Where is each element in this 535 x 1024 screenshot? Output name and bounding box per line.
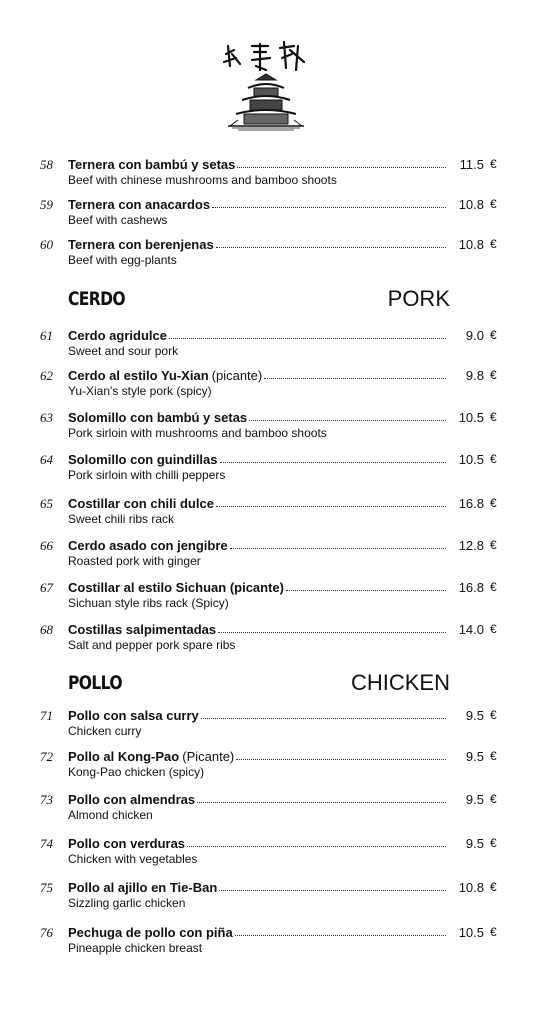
currency-symbol: € [490, 538, 497, 552]
item-note: (picante) [211, 368, 263, 383]
restaurant-pagoda-logo [218, 40, 314, 132]
item-price: 10.5 [458, 410, 484, 425]
menu-item [40, 580, 500, 618]
currency-symbol: € [490, 708, 497, 722]
section-heading-chicken [68, 672, 452, 698]
menu-item [40, 708, 500, 746]
item-number: 71 [40, 708, 53, 723]
item-name: Pollo al Kong-Pao [68, 749, 180, 764]
item-name: Solomillo con guindillas [68, 452, 218, 467]
menu-item [40, 836, 500, 874]
item-name: Cerdo al estilo Yu-Xian [68, 368, 209, 383]
item-price: 9.5 [465, 836, 484, 851]
currency-symbol: € [490, 197, 497, 211]
menu-item [40, 749, 500, 787]
menu-item [40, 925, 500, 963]
item-name: Ternera con berenjenas [68, 237, 214, 252]
currency-symbol: € [490, 925, 497, 939]
item-number: 58 [40, 157, 53, 172]
item-price: 10.8 [458, 197, 484, 212]
leader-dots [235, 925, 446, 936]
currency-symbol: € [490, 496, 497, 510]
item-name: Pollo con almendras [68, 792, 196, 807]
item-name: Pollo con verduras [68, 836, 186, 851]
item-description: Chicken curry [68, 724, 142, 738]
menu-item [40, 237, 500, 275]
section-title-es: POLLO [68, 672, 122, 694]
currency-symbol: € [490, 792, 497, 806]
item-price: 10.5 [458, 452, 484, 467]
item-price: 16.8 [458, 496, 484, 511]
item-number: 66 [40, 538, 53, 553]
currency-symbol: € [490, 157, 497, 171]
currency-symbol: € [490, 237, 497, 251]
item-name: Ternera con bambú y setas [68, 157, 236, 172]
leader-dots [197, 792, 446, 803]
item-description: Beef with egg-plants [68, 253, 177, 267]
item-description: Almond chicken [68, 808, 153, 822]
item-name: Costillas salpimentadas [68, 622, 217, 637]
item-description: Roasted pork with ginger [68, 554, 201, 568]
leader-dots [218, 622, 446, 633]
leader-dots [187, 836, 446, 847]
menu-item [40, 157, 500, 195]
item-number: 64 [40, 452, 53, 467]
item-price: 10.5 [458, 925, 484, 940]
section-title-en: PORK [387, 286, 450, 311]
leader-dots [264, 368, 446, 379]
item-description: Pineapple chicken breast [68, 941, 203, 955]
menu-item [40, 368, 500, 406]
menu-item [40, 792, 500, 830]
item-number: 75 [40, 880, 53, 895]
item-number: 76 [40, 925, 53, 940]
item-description: Beef with cashews [68, 213, 168, 227]
leader-dots [249, 410, 446, 421]
item-number: 63 [40, 410, 53, 425]
item-price: 10.8 [458, 237, 484, 252]
leader-dots [286, 580, 446, 591]
menu-item [40, 496, 500, 534]
item-price: 10.8 [458, 880, 484, 895]
item-price: 11.5 [459, 157, 484, 172]
currency-symbol: € [490, 836, 497, 850]
leader-dots [212, 197, 446, 208]
item-number: 68 [40, 622, 53, 637]
item-number: 60 [40, 237, 53, 252]
item-price: 14.0 [458, 622, 484, 637]
item-price: 9.5 [465, 708, 484, 723]
item-description: Pork sirloin with chilli peppers [68, 468, 226, 482]
item-name: Cerdo agridulce [68, 328, 167, 343]
section-title-es: CERDO [68, 288, 125, 310]
currency-symbol: € [490, 452, 497, 466]
leader-dots [219, 880, 446, 891]
currency-symbol: € [490, 880, 497, 894]
item-name: Ternera con anacardos [68, 197, 211, 212]
menu-item [40, 452, 500, 490]
currency-symbol: € [490, 749, 497, 763]
item-note: (Picante) [182, 749, 235, 764]
item-name: Costillar al estilo Sichuan (picante) [68, 580, 284, 595]
item-description: Chicken with vegetables [68, 852, 198, 866]
section-title-en: CHICKEN [350, 670, 450, 695]
item-number: 74 [40, 836, 53, 851]
item-price: 9.8 [465, 368, 484, 383]
menu-item [40, 197, 500, 235]
currency-symbol: € [490, 622, 497, 636]
item-price: 9.5 [465, 749, 484, 764]
leader-dots [169, 328, 446, 339]
menu-item [40, 880, 500, 918]
item-description: Kong-Pao chicken (spicy) [68, 765, 205, 779]
item-name: Costillar con chili dulce [68, 496, 214, 511]
item-description: Salt and pepper pork spare ribs [68, 638, 236, 652]
leader-dots [230, 538, 446, 549]
leader-dots [237, 157, 446, 168]
item-price: 16.8 [458, 580, 484, 595]
item-number: 67 [40, 580, 53, 595]
currency-symbol: € [490, 328, 497, 342]
item-name: Pollo con salsa curry [68, 708, 199, 723]
menu-item [40, 538, 500, 576]
item-price: 9.5 [465, 792, 484, 807]
currency-symbol: € [490, 580, 497, 594]
item-number: 73 [40, 792, 53, 807]
item-name: Solomillo con bambú y setas [68, 410, 248, 425]
menu-item [40, 328, 500, 366]
leader-dots [236, 749, 446, 760]
leader-dots [216, 496, 446, 507]
currency-symbol: € [490, 368, 497, 382]
item-description: Yu-Xian's style pork (spicy) [68, 384, 212, 398]
currency-symbol: € [490, 410, 497, 424]
item-number: 62 [40, 368, 53, 383]
item-price: 9.0 [465, 328, 484, 343]
leader-dots [201, 708, 446, 719]
item-description: Beef with chinese mushrooms and bamboo shoots [68, 173, 337, 187]
menu-item [40, 410, 500, 448]
item-number: 72 [40, 749, 53, 764]
item-number: 59 [40, 197, 53, 212]
item-name: Cerdo asado con jengibre [68, 538, 228, 553]
item-description: Sweet chili ribs rack [68, 512, 175, 526]
leader-dots [220, 452, 446, 463]
item-number: 65 [40, 496, 53, 511]
leader-dots [216, 237, 446, 248]
item-name: Pechuga de pollo con piña [68, 925, 233, 940]
item-description: Sizzling garlic chicken [68, 896, 186, 910]
item-number: 61 [40, 328, 53, 343]
item-description: Pork sirloin with mushrooms and bamboo shoots [68, 426, 327, 440]
item-name: Pollo al ajillo en Tie-Ban [68, 880, 218, 895]
item-price: 12.8 [458, 538, 484, 553]
section-heading-pork [68, 288, 452, 314]
item-description: Sichuan style ribs rack (Spicy) [68, 596, 229, 610]
menu-item [40, 622, 500, 660]
item-description: Sweet and sour pork [68, 344, 179, 358]
